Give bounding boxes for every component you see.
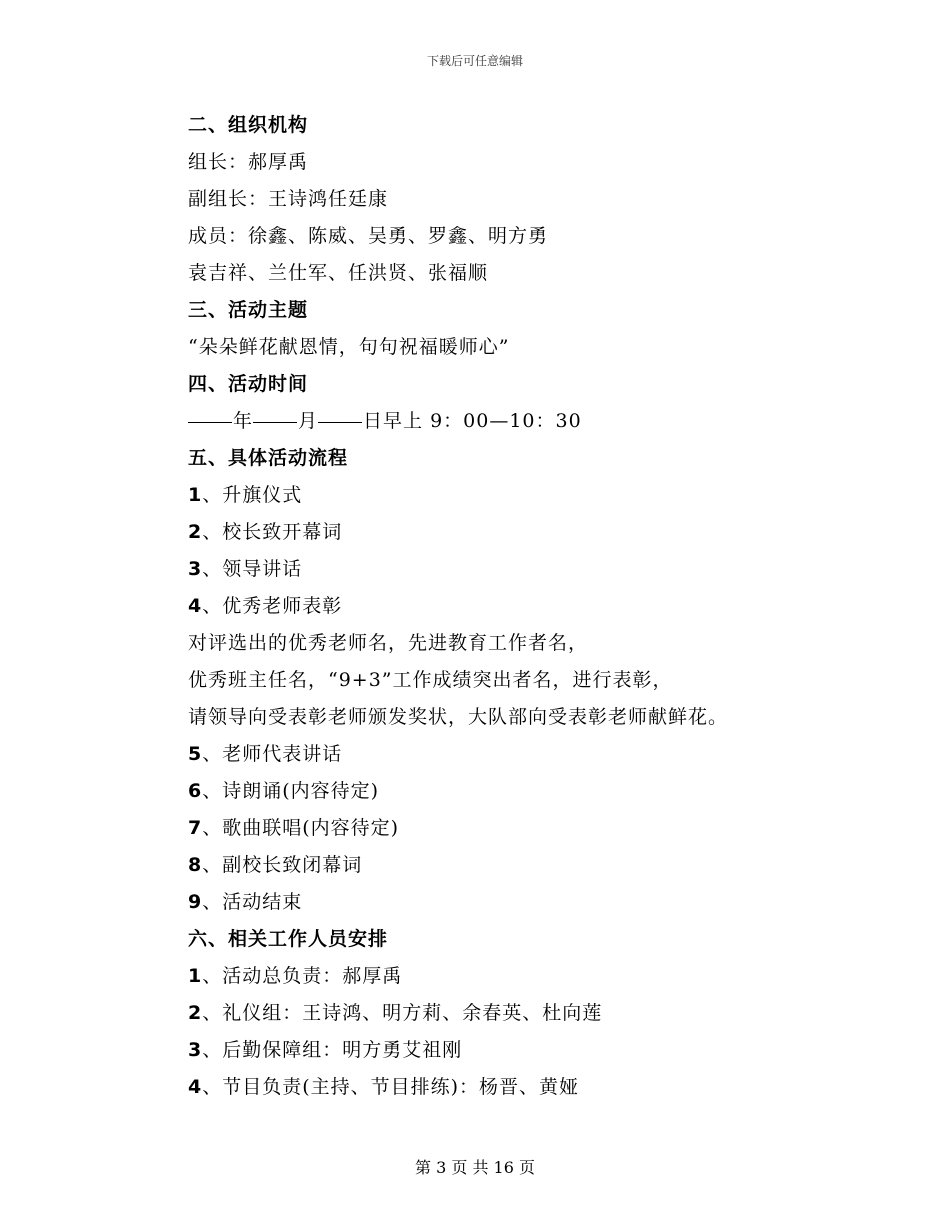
section-heading-time: 四、活动时间 (188, 373, 309, 395)
item-number: 9 (188, 891, 203, 913)
item-number: 1 (188, 484, 203, 506)
item-number: 8 (188, 854, 203, 876)
list-item (188, 958, 888, 995)
item-text: 、诗朗诵(内容待定) (202, 780, 380, 802)
time-day-rest: 日早上 9：00—10：30 (363, 410, 582, 432)
list-item (188, 477, 888, 514)
award-line: 优秀班主任名，“9+3”工作成绩突出者名，进行表彰， (188, 669, 673, 691)
item-text: 、副校长致闭幕词 (202, 854, 363, 876)
item-text: 、后勤保障组：明方勇艾祖刚 (202, 1039, 463, 1061)
list-item (188, 995, 888, 1032)
time-month: 月 (298, 410, 319, 432)
list-item (188, 551, 888, 588)
page-footer-note: 第 3 页 共 16 页 (415, 1158, 535, 1177)
list-item (188, 884, 888, 921)
list-item (188, 514, 888, 551)
item-number: 1 (188, 965, 203, 987)
award-line: 对评选出的优秀老师名，先进教育工作者名， (188, 632, 589, 654)
item-text: 、节目负责(主持、节目排练)：杨晋、黄娅 (202, 1076, 580, 1098)
item-number: 2 (188, 521, 203, 543)
item-text: 、歌曲联唱(内容待定) (202, 817, 400, 839)
list-item (188, 588, 888, 625)
org-line: 袁吉祥、兰仕军、任洪贤、张福顺 (188, 262, 489, 284)
blank-underline (318, 421, 362, 423)
section-heading-staff: 六、相关工作人员安排 (188, 928, 389, 950)
theme-line: “朵朵鲜花献恩情，句句祝福暖师心” (188, 336, 510, 358)
item-number: 3 (188, 558, 203, 580)
item-text: 、活动总负责：郝厚禹 (202, 965, 403, 987)
item-number: 2 (188, 1002, 203, 1024)
award-line: 请领导向受表彰老师颁发奖状，大队部向受表彰老师献鲜花。 (188, 706, 729, 728)
item-text: 、活动结束 (202, 891, 303, 913)
time-year: 年 (233, 410, 254, 432)
time-line (188, 403, 888, 440)
item-number: 4 (188, 1076, 203, 1098)
list-item (188, 847, 888, 884)
document-body (188, 107, 888, 1106)
list-item (188, 773, 888, 810)
section-heading-flow: 五、具体活动流程 (188, 447, 349, 469)
item-text: 、优秀老师表彰 (202, 595, 343, 617)
org-line: 组长：郝厚禹 (188, 151, 309, 173)
item-number: 6 (188, 780, 203, 802)
item-number: 3 (188, 1039, 203, 1061)
page-header-note: 下载后可任意编辑 (426, 54, 523, 68)
list-item (188, 1032, 888, 1069)
item-text: 、校长致开幕词 (202, 521, 343, 543)
list-item (188, 1069, 888, 1106)
org-line: 成员：徐鑫、陈威、吴勇、罗鑫、明方勇 (188, 225, 549, 247)
list-item (188, 810, 888, 847)
item-text: 、升旗仪式 (202, 484, 303, 506)
list-item (188, 736, 888, 773)
item-text: 、老师代表讲话 (202, 743, 343, 765)
blank-underline (253, 421, 297, 423)
section-heading-org: 二、组织机构 (188, 114, 309, 136)
org-line: 副组长：王诗鸿任廷康 (188, 188, 389, 210)
item-text: 、礼仪组：王诗鸿、明方莉、余春英、杜向莲 (202, 1002, 603, 1024)
item-number: 5 (188, 743, 203, 765)
section-heading-theme: 三、活动主题 (188, 299, 309, 321)
item-number: 7 (188, 817, 203, 839)
blank-underline (188, 421, 232, 423)
item-number: 4 (188, 595, 203, 617)
item-text: 、领导讲话 (202, 558, 303, 580)
